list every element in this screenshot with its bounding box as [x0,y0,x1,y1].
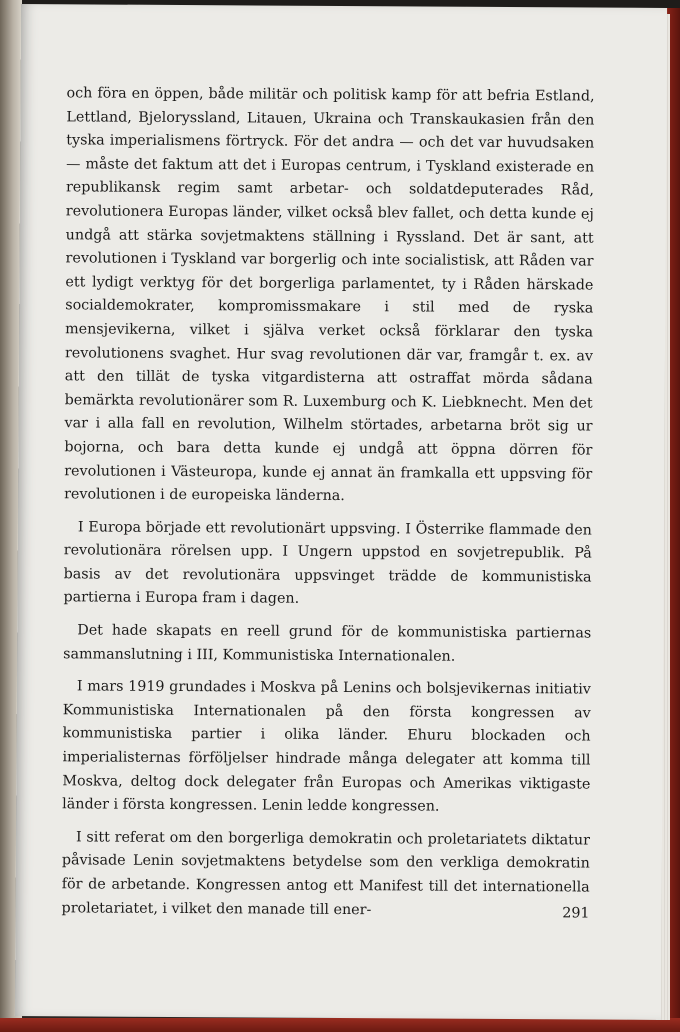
paragraph: I mars 1919 grundades i Moskva på Lenins och bolsjevikernas initiativ Kommunistiska Internationalen på den första kongressen av kommunistiska partier i olika länder. Ehuru blockaden och imperialisternas förföljelser hindrade många delegater att komma till Moskva, deltog dock delegater från Europas och Amerikas viktigaste länder i första kongressen. Lenin ledde kongressen. [62,678,591,815]
body-text [61,82,594,932]
paragraph: I Europa började ett revolutionärt uppsving. I Österrike flammade den revolutionära rörelsen upp. I Ungern uppstod en sovjetrepublik. På basis av det revolutionära uppsvinget trädde de kommunistiska partierna i Europa fram i dagen. [63,519,592,608]
paragraph: Det hade skapats en reell grund för de kommunistiska partiernas sammanslutning i III, Kommunistiska Internationalen. [63,622,592,665]
paragraph: och föra en öppen, både militär och politisk kamp för att befria Estland, Lettland, Bjelorysslаnd, Litauen, Ukraina och Transkaukasien från den tyska imperialismens förtryck. För det andra — och det var huvudsaken — måste det faktum att det i Europas centrum, i Tyskland existerade en republikansk regim samt arbetar- och soldatdeputerades Råd, revolutionera Europas länder, vilket också blev fallet, och detta kunde ej undgå att stärka sovjetmaktens ställning i Ryssland. Det är sant, att revolutionen i Tyskland var borgerlig och inte socialistisk, att Råden var ett lydigt verktyg för det borgerliga parlamentet, ty i Råden härskade socialdemokrater, kompromissmakare i stil med de ryska mensjevikerna, vilket i själva verket också förklarar den tyska revolutionens svaghet. Hur svag revolutionen där var, framgår t. ex. av att den tillät de tyska vitgardisterna att ostraffat mörda sådana bemärkta revolutionärer som R. Luxemburg och K. Liebknecht. Men det var i alla fall en revolution, Wilhelm störtades, arbetarna bröt sig ur bojorna, och bara detta kunde ej undgå att öppna dörren för revolutionen i Västeuropa, kunde ej annat än framkalla ett uppsving för revolutionen i de europeiska länderna. [64,85,595,505]
page-number: 291 [562,905,590,922]
paragraph: I sitt referat om den borgerliga demokratin och proletariatets diktatur påvisade Lenin sovjetmaktens betydelse som den verkliga demokratin för de arbetande. Kongressen antog ett Manifest till det internationella proletariatet, i vilket den manade till ener- [61,829,591,918]
book-cover-bottom [0,1018,680,1032]
book-page [15,4,667,1020]
